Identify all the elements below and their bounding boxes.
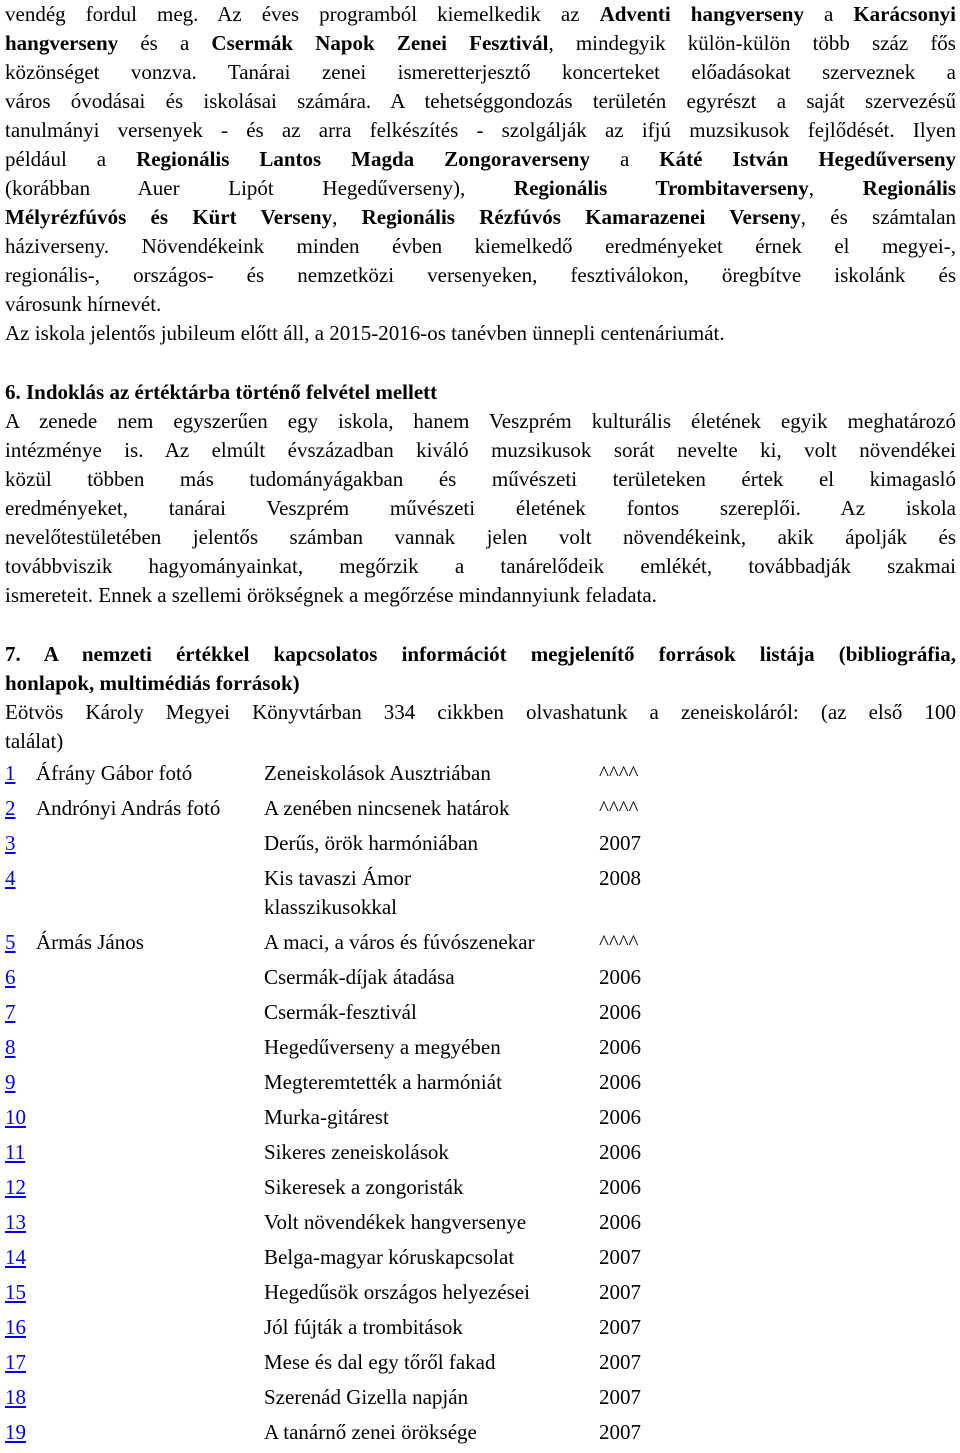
entry-title: Zeneiskolások Ausztriában [264, 761, 491, 785]
text-line: intézménye is. Az elmúlt évszázadban kiváló muzsikusok sorát nevelte ki, volt növendékei [5, 438, 956, 462]
entry-author: Andrónyi András fotó [36, 796, 221, 820]
text-run: (korábban Auer Lipót Hegedűverseny), [5, 176, 514, 200]
entry-year: ^^^^ [599, 796, 639, 820]
section-gap [5, 348, 956, 378]
entry-link[interactable]: 4 [5, 866, 16, 890]
bold-phrase: Regionális [862, 176, 956, 200]
entry-author: Áfrány Gábor fotó [36, 761, 193, 785]
bibliography-entry [5, 1383, 956, 1418]
entry-year: 2007 [599, 1420, 641, 1444]
entry-year: ^^^^ [599, 761, 639, 785]
entry-number [5, 1418, 26, 1447]
entry-year: 2007 [599, 1280, 641, 1304]
entry-title: Megteremtették a harmóniát [264, 1070, 502, 1094]
text-line [5, 0, 956, 29]
text-line [5, 116, 956, 145]
bibliography-entry [5, 1103, 956, 1138]
section-gap [5, 610, 956, 640]
section-6-heading: 6. Indoklás az értéktárba történő felvétel mellett [5, 380, 438, 404]
bibliography-entry [5, 1313, 956, 1348]
text-line [5, 261, 956, 290]
entry-link[interactable]: 5 [5, 930, 16, 954]
entry-number [5, 1313, 26, 1342]
entry-number [5, 998, 16, 1027]
entry-year: 2006 [599, 1035, 641, 1059]
entry-link[interactable]: 9 [5, 1070, 16, 1094]
entry-link[interactable]: 18 [5, 1385, 26, 1409]
text-line: továbbviszik hagyományainkat, megőrzik a tanárelődeik emlékét, továbbadják szakmai [5, 554, 956, 578]
entry-link[interactable]: 19 [5, 1420, 26, 1444]
text-run: vendég fordul meg. Az éves programból kiemelkedik az [5, 2, 600, 26]
entry-link[interactable]: 8 [5, 1035, 16, 1059]
bibliography-entry [5, 864, 956, 928]
entry-number [5, 1173, 26, 1202]
entry-title: A maci, a város és fúvószenekar [264, 930, 535, 954]
entry-number [5, 1068, 16, 1097]
entry-title: Csermák-fesztivál [264, 1000, 417, 1024]
entry-link[interactable]: 15 [5, 1280, 26, 1304]
entry-link[interactable]: 1 [5, 761, 16, 785]
bibliography-entry [5, 963, 956, 998]
entry-title: Hegedűsök országos helyezései [264, 1280, 530, 1304]
entry-link[interactable]: 12 [5, 1175, 26, 1199]
section-7-intro-line: Eötvös Károly Megyei Könyvtárban 334 cikkben olvashatunk a zeneiskoláról: (az első 100 [5, 700, 956, 724]
section-6 [5, 378, 956, 610]
entry-year: ^^^^ [599, 930, 639, 954]
text-run: , mindegyik külön-külön több száz fős [548, 31, 956, 55]
entry-title: Murka-gitárest [264, 1105, 389, 1129]
entry-year: 2007 [599, 1385, 641, 1409]
entry-link[interactable]: 2 [5, 796, 16, 820]
text-run: város óvodásai és iskolásai számára. A tehetséggondozás területén egyrészt a saját szervezésű [5, 89, 956, 113]
section-7-intro-line: találat) [5, 729, 64, 753]
text-run: , és számtalan [800, 205, 957, 229]
entry-title: Kis tavaszi Ámor klasszikusokkal [264, 866, 411, 919]
bibliography-entry [5, 1243, 956, 1278]
text-run: a [589, 147, 660, 171]
entry-number [5, 928, 16, 957]
entry-link[interactable]: 14 [5, 1245, 26, 1269]
text-run: városunk hírnevét. [5, 292, 162, 316]
entry-link[interactable]: 6 [5, 965, 16, 989]
bold-phrase: hangverseny [5, 31, 119, 55]
bold-phrase: Káté István Hegedűverseny [659, 147, 956, 171]
entry-number [5, 1243, 26, 1272]
entry-link[interactable]: 7 [5, 1000, 16, 1024]
entry-number [5, 1278, 26, 1307]
entry-link[interactable]: 11 [5, 1140, 26, 1164]
entry-year: 2007 [599, 1315, 641, 1339]
bibliography-entry [5, 1278, 956, 1313]
entry-year: 2006 [599, 1070, 641, 1094]
entry-title: Sikeresek a zongoristák [264, 1175, 464, 1199]
text-line: eredményeket, tanárai Veszprém művészeti életének fontos szereplői. Az iskola [5, 496, 956, 520]
bold-phrase: Regionális Rézfúvós Kamarazenei Verseny [361, 205, 801, 229]
bold-phrase: Regionális Lantos Magda Zongoraverseny [136, 147, 590, 171]
entry-number [5, 1348, 26, 1377]
entry-link[interactable]: 16 [5, 1315, 26, 1339]
entry-year: 2007 [599, 1245, 641, 1269]
document-page [5, 0, 956, 1453]
bibliography-entry [5, 794, 956, 829]
entry-title: A zenében nincsenek határok [264, 796, 510, 820]
text-line: közül többen más tudományágakban és művészeti területeken értek el kimagasló [5, 467, 956, 491]
text-line [5, 174, 956, 203]
entry-number [5, 829, 16, 858]
entry-year: 2006 [599, 1210, 641, 1234]
bibliography-entry [5, 1068, 956, 1103]
bold-phrase: Regionális Trombitaverseny [513, 176, 809, 200]
entry-number [5, 1208, 26, 1237]
section-7 [5, 640, 956, 1453]
entry-year: 2007 [599, 831, 641, 855]
text-line [5, 87, 956, 116]
text-line [5, 290, 956, 319]
entry-title: A tanárnő zenei öröksége [264, 1420, 477, 1444]
bibliography-entry [5, 1348, 956, 1383]
entry-year: 2006 [599, 1105, 641, 1129]
text-line [5, 58, 956, 87]
entry-number [5, 1138, 25, 1167]
entry-link[interactable]: 17 [5, 1350, 26, 1374]
text-line [5, 232, 956, 261]
entry-title: Mese és dal egy tőről fakad [264, 1350, 496, 1374]
bold-phrase: Adventi hangverseny [599, 2, 804, 26]
entry-number [5, 963, 16, 992]
section-7-heading-line: 7. A nemzeti értékkel kapcsolatos információt megjelenítő források listája (bibliográfia, [5, 642, 956, 666]
bibliography-entry [5, 829, 956, 864]
bold-phrase: Csermák Napok Zenei Fesztivál [211, 31, 549, 55]
text-run: tanulmányi versenyek - és az arra felkészítés - szolgálják az ifjú muzsikusok fejlődését. Ilyen [5, 118, 956, 142]
bibliography-entry [5, 928, 956, 963]
entry-number [5, 794, 16, 823]
entry-number [5, 1103, 26, 1132]
text-run: például a [5, 147, 137, 171]
text-line [5, 319, 956, 348]
entry-link[interactable]: 10 [5, 1105, 26, 1129]
text-run: Az iskola jelentős jubileum előtt áll, a 2015-2016-os tanévben ünnepli centenáriumát. [5, 321, 725, 345]
bibliography-entry [5, 759, 956, 794]
bold-phrase: Karácsonyi [853, 2, 956, 26]
bold-phrase: Mélyrézfúvós és Kürt Verseny [5, 205, 333, 229]
bibliography-entry [5, 1173, 956, 1208]
entry-title: Szerenád Gizella napján [264, 1385, 469, 1409]
entry-title: Derűs, örök harmóniában [264, 831, 479, 855]
entry-number [5, 1383, 26, 1412]
entry-title: Belga-magyar kóruskapcsolat [264, 1245, 515, 1269]
entry-title: Csermák-díjak átadása [264, 965, 455, 989]
text-run: regionális-, országos- és nemzetközi versenyeken, fesztiválokon, öregbítve iskolánk és [5, 263, 956, 287]
section-6-body [5, 407, 956, 610]
text-line: ismereteit. Ennek a szellemi örökségnek a megőrzése mindannyiunk feladata. [5, 583, 657, 607]
entry-number [5, 759, 16, 788]
entry-year: 2008 [599, 866, 641, 890]
bibliography-entry [5, 1033, 956, 1068]
text-line: nevelőtestületében jelentős számban vannak jelen volt növendékeink, akik ápolják és [5, 525, 956, 549]
text-run: , [808, 176, 863, 200]
bibliography-entry [5, 1138, 956, 1173]
text-line [5, 203, 956, 232]
entry-year: 2006 [599, 1000, 641, 1024]
entry-year: 2006 [599, 965, 641, 989]
text-line [5, 29, 956, 58]
section-7-heading-line: honlapok, multimédiás források) [5, 671, 300, 695]
intro-paragraph [5, 0, 956, 348]
entry-title: Jól fújták a trombitások [264, 1315, 463, 1339]
text-line: A zenede nem egyszerűen egy iskola, hanem Veszprém kulturális életének egyik meghatározó [5, 409, 956, 433]
bibliography-entry [5, 1208, 956, 1243]
text-run: , [332, 205, 362, 229]
bibliography-list [5, 759, 956, 1453]
entry-link[interactable]: 3 [5, 831, 16, 855]
bibliography-entry [5, 998, 956, 1033]
text-line [5, 145, 956, 174]
text-run: háziverseny. Növendékeink minden évben kiemelkedő eredményeket érnek el megyei-, [5, 234, 956, 258]
entry-number [5, 864, 16, 893]
entry-author: Ármás János [36, 930, 144, 954]
entry-title: Hegedűverseny a megyében [264, 1035, 501, 1059]
text-run: közönséget vonzva. Tanárai zenei ismeretterjesztő koncerteket előadásokat szerveznek a [5, 60, 956, 84]
entry-title: Volt növendékek hangversenye [264, 1210, 527, 1234]
entry-number [5, 1033, 16, 1062]
entry-title: Sikeres zeneiskolások [264, 1140, 449, 1164]
text-run: a [803, 2, 854, 26]
entry-year: 2006 [599, 1140, 641, 1164]
bibliography-entry [5, 1418, 956, 1453]
entry-year: 2006 [599, 1175, 641, 1199]
entry-link[interactable]: 13 [5, 1210, 26, 1234]
entry-year: 2007 [599, 1350, 641, 1374]
text-run: és a [118, 31, 212, 55]
